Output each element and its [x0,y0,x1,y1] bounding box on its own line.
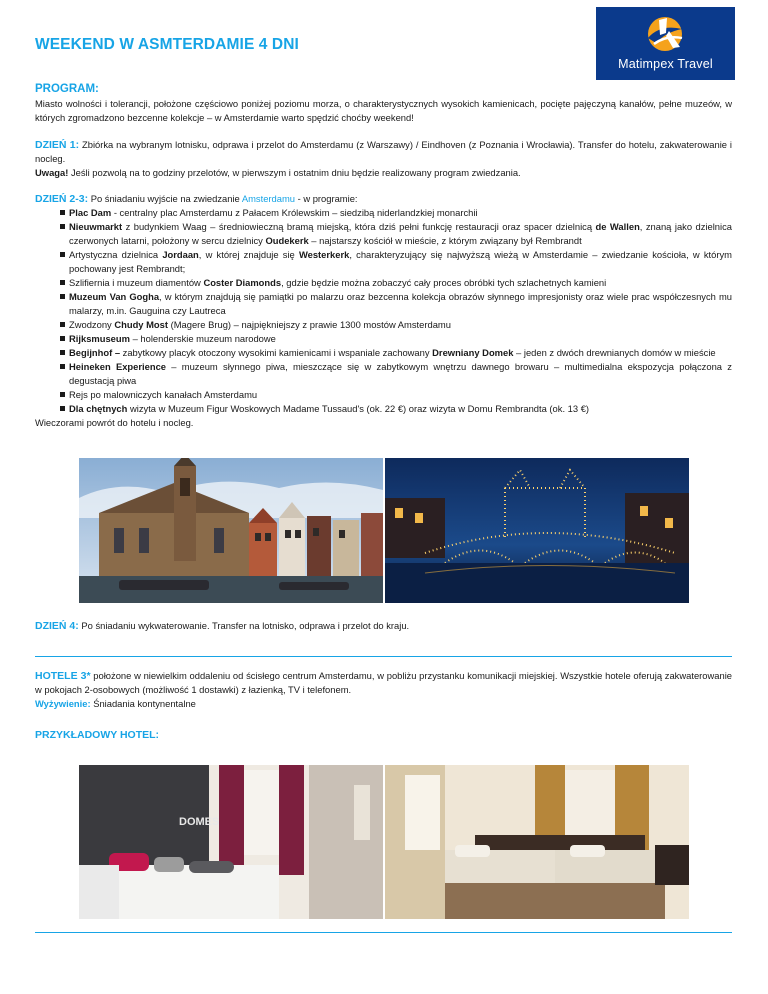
day1-note-text: Jeśli pozwolą na to godziny przelotów, w pierwszym i ostatnim dniu będzie realizowany program zwiedzania. [70,167,521,178]
day1-section [35,138,732,180]
list-item: Rijksmuseum – holenderskie muzeum narodowe [35,332,732,346]
day23-label: DZIEŃ 2-3: [35,193,89,205]
svg-text:DOMES: DOMES [179,816,220,828]
photo-hotel-room-twin [385,765,689,919]
photo-amsterdam-church [79,458,383,603]
photo-hotel-room-modern [79,765,383,919]
list-item: Artystyczna dzielnica Jordaan, w której znajduje się Westerkerk, charakteryzujący się najwyższą wieżą w Amsterdamie – zwiedzanie kościoła, w którym pochowany jest Rembrandt; [35,248,732,276]
list-item: Muzeum Van Gogha, w którym znajdują się pamiątki po malarzu oraz bezcenna kolekcja obrazów słynnego impresjonisty oraz wiele prac współczesnych mu malarzy, m.in. Gauguina czy Lautreca [35,290,732,318]
photo-skinny-bridge [385,458,689,603]
day4-section [35,619,732,633]
meals-label: Wyżywienie: [35,698,91,709]
list-item: Nieuwmarkt z budynkiem Waag – średniowieczną bramą miejską, która dziś pełni funkcję restauracji oraz spacer dzielnicą de Wallen, znaną jako dzielnica czerwonych latarni, położony w sercu dzielnicy Oudekerk – najstarszy kościół w mieście, z którym związany był Rembrandt [35,220,732,248]
day1-note-label: Uwaga! [35,167,69,178]
program-heading: PROGRAM: [35,83,99,95]
hotels-label: HOTELE 3* [35,670,91,682]
day23-section [35,192,732,430]
list-item: Szlifiernia i muzeum diamentów Coster Diamonds, gdzie będzie można zobaczyć cały proces obróbki tych szlachetnych kamieni [35,276,732,290]
list-item: Rejs po malowniczych kanałach Amsterdamu [35,388,732,402]
day23-intro: Po śniadaniu wyjście na zwiedzanie [90,193,240,204]
program-intro: Miasto wolności i tolerancji, położone częściowo poniżej poziomu morza, o charakterystycznych wysokich kamienicach, pocięte pajęczyną kanałów, pełne muzeów, w których zgromadzono bezcenne kolekcje – w Amsterdamie warto spędzić choćby weekend! [35,98,732,123]
bottom-divider [35,932,732,933]
list-item: Begijnhof – zabytkowy placyk otoczony wysokimi kamienicami i wspaniale zachowany Drewniany Domek – jeden z dwóch drewnianych domów w mieście [35,346,732,360]
day4-text: Po śniadaniu wykwaterowanie. Transfer na lotnisko, odprawa i przelot do kraju. [81,620,410,631]
day4-label: DZIEŃ 4: [35,620,79,632]
list-item: Zwodzony Chudy Most (Magere Brug) – najpiękniejszy z prawie 1300 mostów Amsterdamu [35,318,732,332]
day23-closing: Wieczorami powrót do hotelu i nocleg. [35,417,194,428]
logo-text: Matimpex Travel [618,57,713,71]
day1-label: DZIEŃ 1: [35,139,80,151]
hotels-text: położone w niewielkim oddaleniu od ścisłego centrum Amsterdamu, w pobliżu przystanku komunikacji miejskiej. Wszystkie hotele oferują zakwaterowanie w pokojach 2-osobowych (możliwość 1 dostawki) z łazienką, TV i telefonem. [35,670,733,695]
day1-text: Zbiórka na wybranym lotnisku, odprawa i przelot do Amsterdamu (z Warszawy) / Eindhoven (z Poznania i Wrocławia). Transfer do hotelu, zakwaterowanie i nocleg. [35,139,732,164]
hotel-sign-text [179,816,219,828]
day23-city: Amsterdamu [241,193,295,204]
list-item: Dla chętnych wizyta w Muzeum Figur Woskowych Madame Tussaud's (ok. 22 €) oraz wizyta w Domu Rembrandta (ok. 13 €) [35,402,732,416]
page-title: WEEKEND W ASMTERDAMIE 4 DNI [35,36,299,53]
example-hotel-heading: PRZYKŁADOWY HOTEL: [35,729,160,741]
list-item: Plac Dam - centralny plac Amsterdamu z Pałacem Królewskim – siedzibą niderlandzkiej monarchii [35,206,732,220]
section-divider [35,656,732,657]
sightseeing-list [35,206,732,416]
company-logo[interactable] [596,7,735,80]
list-item: Heineken Experience – muzeum słynnego piwa, mieszczące się w zabytkowym wnętrzu dawnego browaru – multimedialna ekspozycja połączona z degustacją piwa [35,360,732,388]
meals-text: Śniadania kontynentalne [93,698,196,709]
day23-intro-post: - w programie: [297,193,358,204]
hotels-section [35,669,732,711]
